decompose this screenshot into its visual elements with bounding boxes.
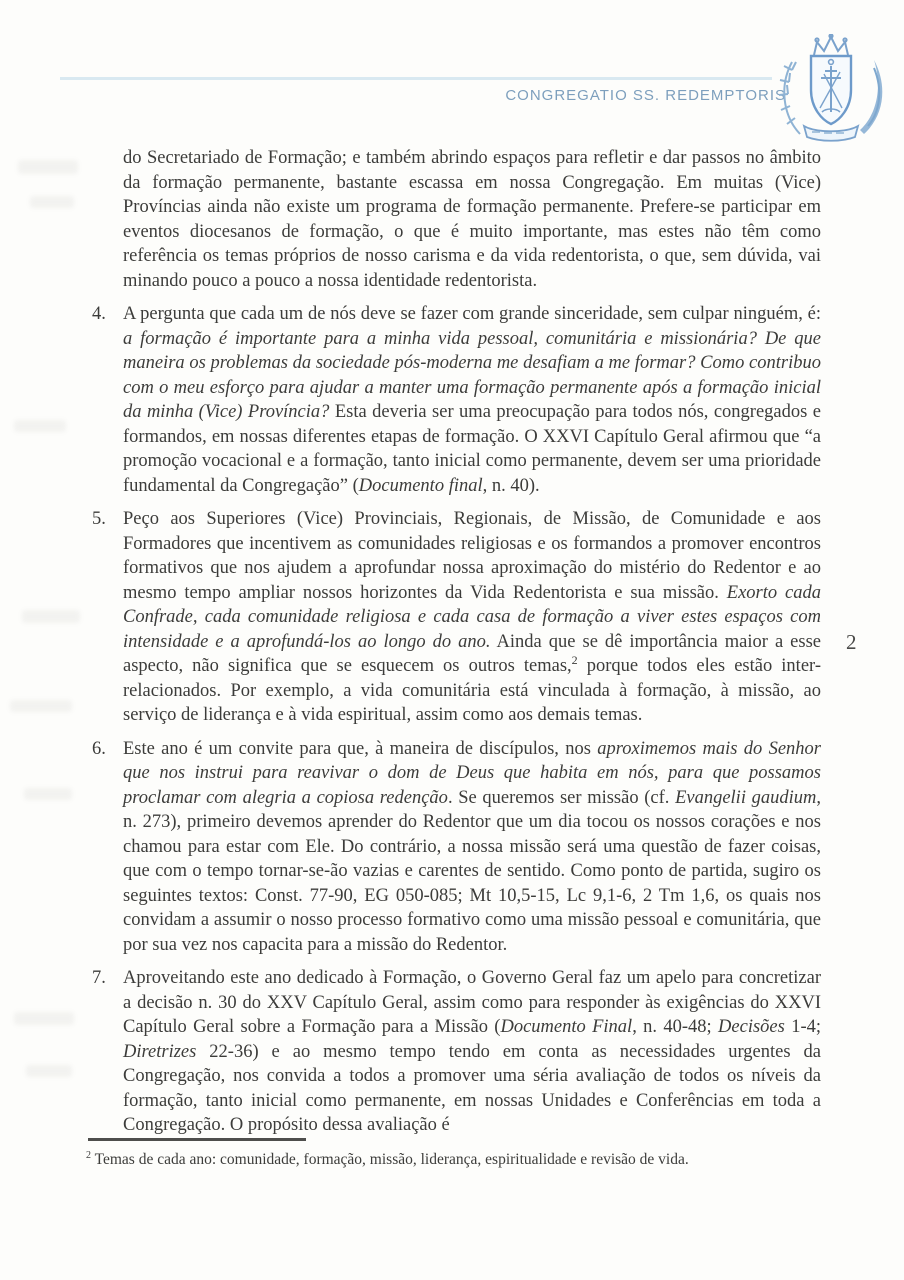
paragraph-number: 4.	[92, 304, 106, 324]
footnote-separator	[88, 1138, 306, 1141]
paragraph	[92, 302, 821, 498]
scan-artifact	[10, 700, 72, 712]
scan-artifact	[30, 196, 74, 208]
scan-artifact	[22, 610, 80, 623]
redemptorist-crest-icon	[770, 34, 892, 146]
document-body	[92, 146, 821, 1147]
footnote-text: Temas de cada ano: comunidade, formação, missão, liderança, espiritualidade e revisão de vida.	[91, 1151, 689, 1168]
text-segment: aproximemos mais do Senhor que nos instrui para reavivar o dom de Deus que habita em nós, para que possamos proclamar com alegria a copiosa redenção	[123, 738, 822, 808]
text-segment: a formação é importante para a minha vida pessoal, comunitária e missionária? De que maneira os problemas da sociedade pós-moderna me desafiam a me formar? Como contribuo com o meu esforço para ajudar a manter uma formação permanente após a formação inicial da minha (Vice) Província?	[123, 328, 821, 422]
paragraph	[92, 507, 821, 728]
text-segment: A pergunta que cada um de nós deve se fazer com grande sinceridade, sem culpar ninguém, é:	[123, 304, 821, 324]
scan-artifact	[18, 160, 78, 174]
text-segment: Ainda que se dê importância maior a esse aspecto, não significa que se esquecem os outros temas,	[123, 631, 821, 676]
scan-artifact	[24, 788, 72, 800]
congregation-name: CONGREGATIO SS. REDEMPTORIS	[505, 87, 786, 104]
footnote-ref: 2	[571, 652, 578, 667]
paragraph	[92, 966, 821, 1138]
paragraph	[92, 146, 821, 293]
page-number: 2	[846, 630, 857, 654]
footnote	[86, 1150, 806, 1170]
text-segment: , n. 40-48;	[632, 1017, 719, 1037]
text-segment: Esta deveria ser uma preocupação para todos nós, congregados e formandos, em nossas diferentes etapas de formação. O XXVI Capítulo Geral afirmou que “a promoção vocacional e a formação, tanto inicial como permanente, devem ser uma prioridade fundamental da Congregação” (	[123, 402, 821, 496]
text-segment: do Secretariado de Formação; e também abrindo espaços para refletir e dar passos no âmbito da formação permanente, bastante escassa em nossa Congregação. Em muitas (Vice) Províncias ainda não existe um programa de formação permanente. Prefere-se participar em eventos diocesanos de formação, o que é muito importante, mas estes não têm como referência os temas próprios de nosso carisma e da vida redentorista, o que, sem dúvida, vai minando pouco a pouco a nossa identidade redentorista.	[123, 148, 821, 291]
text-segment: 1-4;	[784, 1017, 821, 1037]
paragraph-number: 6.	[92, 738, 106, 759]
text-segment: . Se queremos ser missão (cf.	[447, 787, 676, 808]
text-segment: Evangelii gaudium	[675, 787, 817, 808]
text-segment: , n. 40).	[482, 475, 540, 496]
text-segment: Exorto cada Confrade, cada comunidade religiosa e cada casa de formação a viver estes espaços com intensidade e a aprofundá-los ao longo do ano.	[123, 582, 822, 652]
scan-artifact	[26, 1065, 72, 1077]
paragraph	[92, 737, 821, 958]
text-segment: Documento final	[358, 475, 483, 496]
footnote-marker: 2	[86, 1149, 91, 1161]
scan-artifact	[14, 420, 66, 432]
text-segment: Diretrizes	[123, 1041, 197, 1062]
text-segment: 22-36) e ao mesmo tempo tendo em conta as necessidades urgentes da Congregação, nos convida a todos a promover uma séria avaliação de todos os níveis da formação, tanto inicial como permanente, em nossas Unidades e Conferências em toda a Congregação. O propósito dessa avaliação é	[123, 1041, 821, 1135]
paragraph-number: 5.	[92, 509, 106, 529]
scan-artifact	[14, 1012, 74, 1025]
letterhead-rule	[60, 77, 772, 80]
text-segment: Decisões	[718, 1017, 785, 1037]
text-segment: Documento Final	[500, 1017, 633, 1037]
text-segment: porque todos eles estão inter-relacionados. Por exemplo, a vida comunitária está vinculada à formação, à missão, ao serviço de liderança e à vida espiritual, assim como aos demais temas.	[123, 656, 821, 725]
text-segment: Peço aos Superiores (Vice) Provinciais, Regionais, de Missão, de Comunidade e aos Formadores que incentivem as comunidades religiosas e os formandos a promover encontros formativos que nos ajudem a aprofundar nossa aproximação do mistério do Redentor e ao mesmo tempo ampliar nossos horizontes da Vida Redentorista e sua missão.	[123, 509, 821, 603]
text-segment: Aproveitando este ano dedicado à Formação, o Governo Geral faz um apelo para concretizar a decisão n. 30 do XXV Capítulo Geral, assim como para responder às exigências do XXVI Capítulo Geral sobre a Formação para a Missão (	[123, 968, 821, 1037]
text-segment: , n. 273), primeiro devemos aprender do Redentor que um dia tocou os nossos corações e nos chamou para estar com Ele. Do contrário, a nossa missão será uma questão de fazer coisas, que com o tempo tornar-se-ão vazias e carentes de sentido. Como ponto de partida, sugiro os seguintes textos: Const. 77-90, EG 050-085; Mt 10,5-15, Lc 9,1-6, 2 Tm 1,6, os quais nos convidam a assumir o nosso processo formativo como uma missão pessoal e comunitária, que por sua vez nos capacita para a missão do Redentor.	[123, 787, 821, 955]
text-segment: Este ano é um convite para que, à maneira de discípulos, nos	[123, 738, 598, 759]
paragraph-number: 7.	[92, 968, 106, 988]
